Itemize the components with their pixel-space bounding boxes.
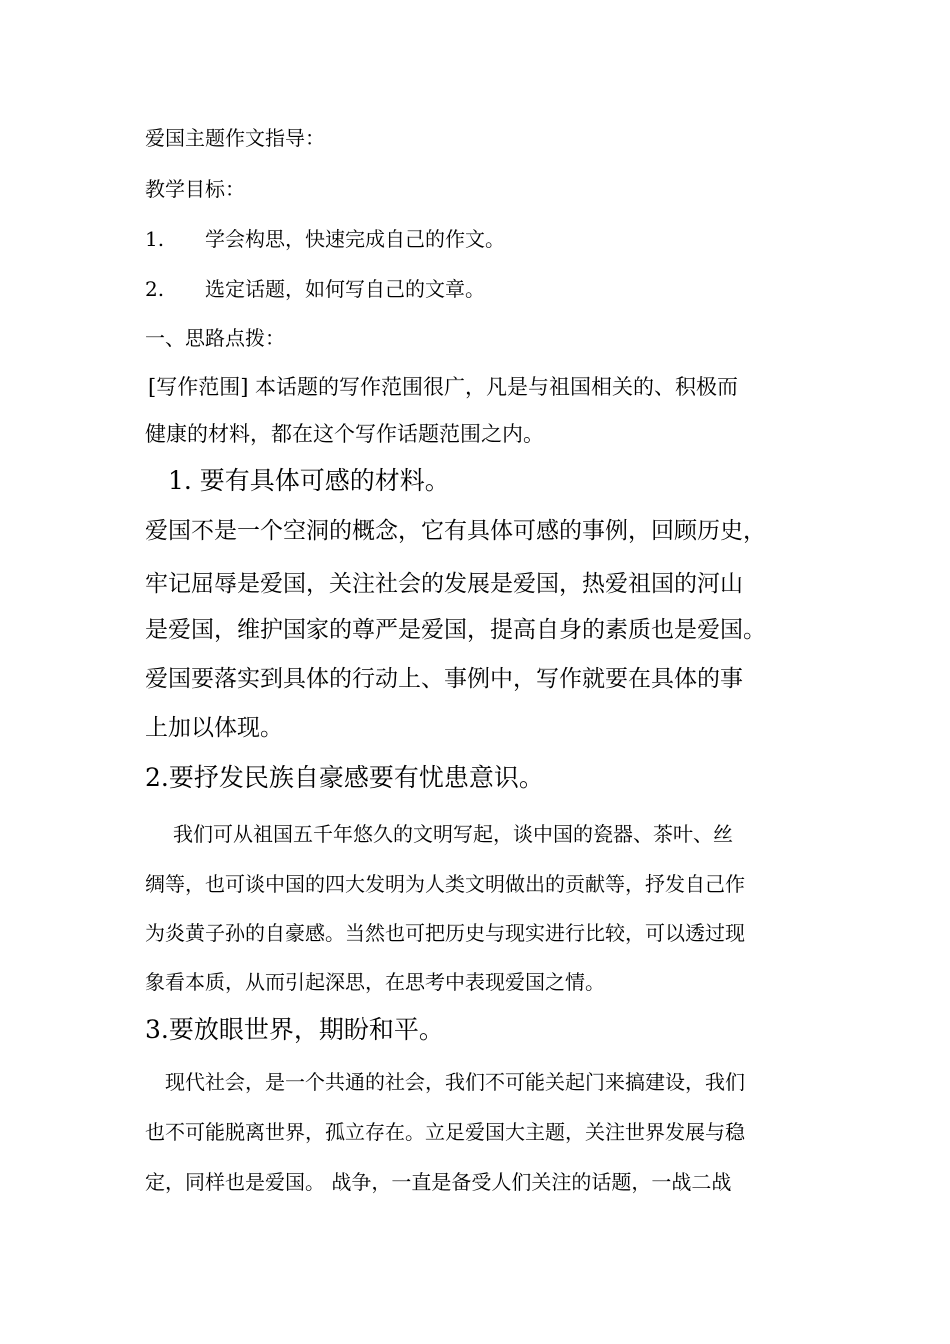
- point1-heading: 1. 要有具体可感的材料。: [168, 466, 450, 495]
- point2-paragraph-line: 我们可从祖国五千年悠久的文明写起，谈中国的瓷器、茶叶、丝: [173, 822, 733, 846]
- objective-text: 学会构思，快速完成自己的作文。: [205, 227, 505, 251]
- point1-paragraph-line: 爱国不是一个空洞的概念，它有具体可感的事例，回顾历史，: [145, 518, 766, 544]
- point1-paragraph-line: 上加以体现。: [145, 715, 283, 741]
- objective-number: 2.: [145, 277, 165, 301]
- point2-heading: 2.要抒发民族自豪感要有忧患意识。: [145, 763, 544, 792]
- point2-paragraph-line: 为炎黄子孙的自豪感。当然也可把历史与现实进行比较，可以透过现: [145, 921, 745, 945]
- scope-paragraph-line: [写作范围] 本话题的写作范围很广，凡是与祖国相关的、积极而: [148, 375, 739, 399]
- objective-number: 1.: [145, 227, 165, 251]
- point2-paragraph-line: 象看本质，从而引起深思，在思考中表现爱国之情。: [145, 970, 605, 994]
- point1-paragraph-line: 爱国要落实到具体的行动上、事例中，写作就要在具体的事: [145, 666, 743, 692]
- point3-paragraph-line: 现代社会，是一个共通的社会，我们不可能关起门来搞建设，我们: [165, 1070, 745, 1094]
- objectives-heading: 教学目标：: [145, 177, 245, 201]
- point3-paragraph-line: 定，同样也是爱国。 战争，一直是备受人们关注的话题，一战二战: [145, 1170, 732, 1194]
- point2-paragraph-line: 绸等，也可谈中国的四大发明为人类文明做出的贡献等，抒发自己作: [145, 872, 745, 896]
- point3-paragraph-line: 也不可能脱离世界，孤立存在。立足爱国大主题，关注世界发展与稳: [145, 1120, 745, 1144]
- objective-text: 选定话题，如何写自己的文章。: [205, 277, 485, 301]
- point1-paragraph-line: 是爱国，维护国家的尊严是爱国，提高自身的素质也是爱国。: [145, 617, 766, 643]
- point3-heading: 3.要放眼世界，期盼和平。: [145, 1015, 444, 1044]
- section-heading: 一、思路点拨：: [145, 326, 285, 350]
- point1-paragraph-line: 牢记屈辱是爱国，关注社会的发展是爱国，热爱祖国的河山: [145, 571, 743, 597]
- document-title: 爱国主题作文指导：: [145, 126, 325, 150]
- scope-paragraph-line: 健康的材料，都在这个写作话题范围之内。: [145, 422, 544, 446]
